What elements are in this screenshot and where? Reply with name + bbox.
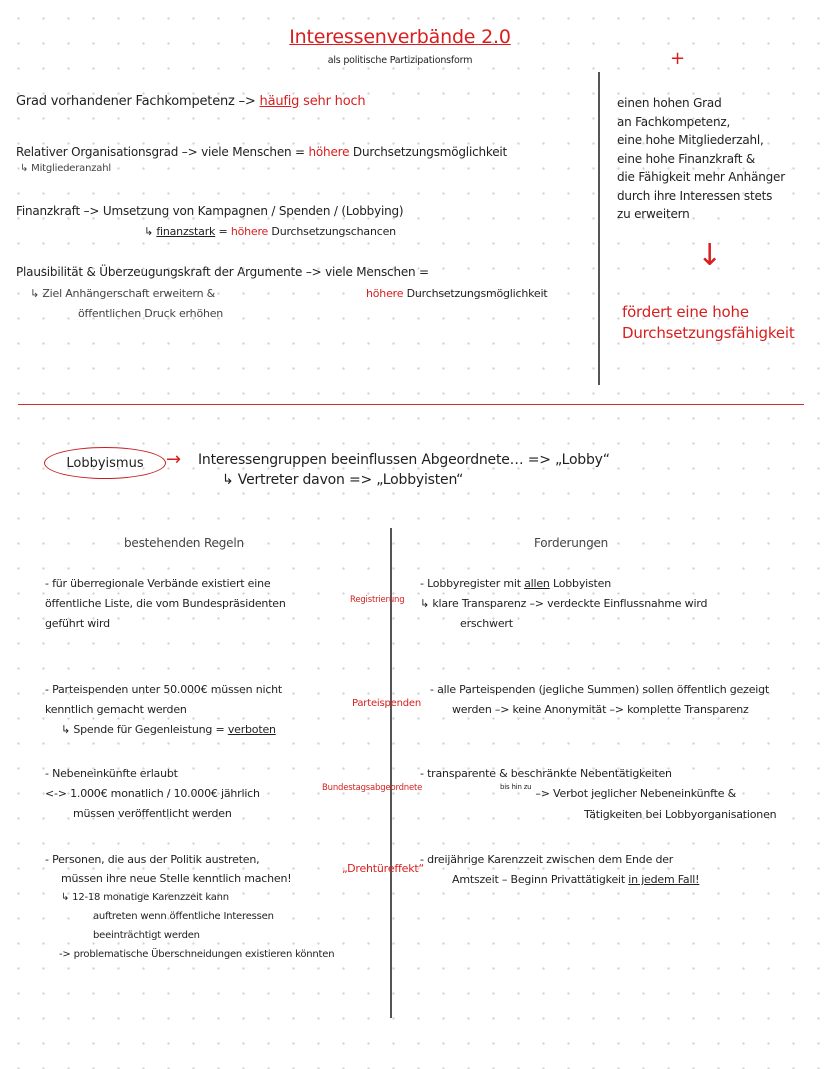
plausibilitaet-sub-1: ↳ Ziel Anhängerschaft erweitern & bbox=[30, 287, 216, 300]
parteispenden-right: - alle Parteispenden (jegliche Summen) sollen öffentlich gezeigt werden –> keine Anonymität –> komplette Transparenz bbox=[430, 683, 770, 716]
top-divider bbox=[598, 72, 600, 385]
plus-sign: + bbox=[670, 48, 685, 69]
registrierung-right: - Lobbyregister mit allen Lobbyisten ↳ klare Transparenz –> verdeckte Einflussnahme wird erschwert bbox=[420, 577, 708, 630]
lobbyismus-oval: Lobbyismus bbox=[44, 447, 166, 479]
arrow-down-icon: ↓ bbox=[697, 238, 722, 273]
parteispenden-category: Parteispenden bbox=[352, 698, 421, 709]
fachkompetenz-line: Grad vorhandener Fachkompetenz –> häufig sehr hoch bbox=[16, 94, 366, 109]
section-divider bbox=[18, 404, 804, 405]
finanzkraft-sub: ↳ finanzstark = höhere Durchsetzungschancen bbox=[144, 225, 396, 238]
drehtuer-left: - Personen, die aus der Politik austreten, müssen ihre neue Stelle kenntlich machen! ↳ 12-18 monatige Karenzzeit kann auftreten wenn öffentliche Interessen beeinträchtigt werden -> problematische Überschneidungen existieren könnten bbox=[45, 853, 335, 960]
page-title: Interessenverbände 2.0 bbox=[289, 26, 511, 48]
drehtuer-right: - dreijährige Karenzzeit zwischen dem Ende der Amtszeit – Beginn Privattätigkeit in jedem Fall! bbox=[420, 853, 700, 886]
page-subtitle: als politische Partizipationsform bbox=[327, 55, 473, 66]
summary-text: einen hohen Grad an Fachkompetenz, eine hohe Mitgliederzahl, eine hohe Finanzkraft & die Fähigkeit mehr Anhänger durch ihre Interessen stets zu erweitern bbox=[617, 96, 785, 221]
lobby-vertreter: ↳ Vertreter davon => „Lobbyisten“ bbox=[222, 472, 464, 488]
lobby-arrow-icon: → bbox=[166, 449, 181, 470]
drehtuer-category: „Drehtüreffekt“ bbox=[342, 862, 425, 875]
bundestag-category: Bundestagsabgeordnete bbox=[322, 783, 423, 793]
summary-result-1: fördert eine hohe bbox=[622, 303, 749, 321]
registrierung-category: Registrierung bbox=[350, 595, 405, 605]
lobby-definition: Interessengruppen beeinflussen Abgeordnete… => „Lobby“ bbox=[198, 452, 610, 468]
bundestag-right: - transparente & beschränkte Nebentätigkeiten $^{bis hin zu}$ –> Verbot jeglicher Nebeneinkünfte & Tätigkeiten bei Lobbyorganisationen bbox=[420, 767, 777, 821]
plausibilitaet-sub-2: öffentlichen Druck erhöhen bbox=[78, 307, 224, 320]
parteispenden-left: - Parteispenden unter 50.000€ müssen nicht kenntlich gemacht werden ↳ Spende für Gegenleistung = verboten bbox=[45, 683, 283, 736]
summary-result-2: Durchsetzungsfähigkeit bbox=[622, 324, 795, 342]
plausibilitaet-result: höhere Durchsetzungsmöglichkeit bbox=[366, 287, 548, 300]
organisationsgrad-sub: ↳ Mitgliederanzahl bbox=[20, 163, 111, 174]
organisationsgrad-line: Relativer Organisationsgrad –> viele Menschen = höhere Durchsetzungsmöglichkeit bbox=[16, 145, 508, 159]
left-column-header: bestehenden Regeln bbox=[124, 536, 244, 550]
plausibilitaet-line: Plausibilität & Überzeugungskraft der Argumente –> viele Menschen = bbox=[16, 265, 429, 279]
right-column-header: Forderungen bbox=[534, 536, 609, 550]
bundestag-left: - Nebeneinkünfte erlaubt <-> 1.000€ monatlich / 10.000€ jährlich müssen veröffentlicht werden bbox=[45, 767, 260, 820]
finanzkraft-line: Finanzkraft –> Umsetzung von Kampagnen / Spenden / (Lobbying) bbox=[16, 204, 404, 218]
registrierung-left: - für überregionale Verbände existiert eine öffentliche Liste, die vom Bundespräsidenten geführt wird bbox=[45, 577, 286, 630]
